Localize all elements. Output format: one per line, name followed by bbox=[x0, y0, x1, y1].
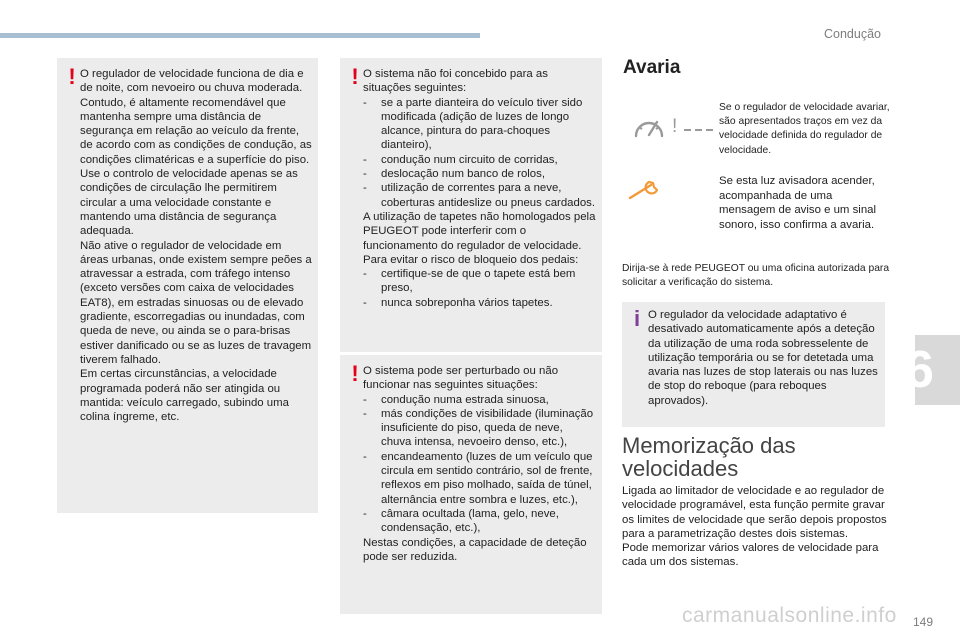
avaria-text-dashes: Se o regulador de velocidade avariar, são apresentados traços em vez da velocidade definida do regulador de velocidade. bbox=[719, 102, 890, 156]
avaria-text-warning-light: Se esta luz avisadora acender, acompanhada de uma mensagem de aviso e um sinal sonoro, isso confirma a avaria. bbox=[719, 175, 877, 231]
paragraph: Use o controlo de velocidade apenas se as condições de circulação lhe permitirem circular a uma velocidade constante e mantendo uma distância de segurança adequada. bbox=[80, 168, 298, 238]
dealer-instruction: Dirija-se à rede PEUGEOT ou uma oficina autorizada para solicitar a verificação do sistema. bbox=[622, 263, 890, 288]
warning-exclamation-icon: ! bbox=[68, 64, 76, 89]
paragraph: Nestas condições, a capacidade de deteção pode ser reduzida. bbox=[363, 536, 587, 563]
list-item: - condução numa estrada sinuosa, bbox=[363, 393, 549, 406]
info-text: O regulador da velocidade adaptativo é desativado automaticamente após a deteção da utilização de uma roda sobresselente de utilização temporária ou se for detetada uma avaria nas luzes de stop laterais ou nas luzes de stop do reboque (para reboques aprovados). bbox=[648, 309, 878, 407]
paragraph: Ligada ao limitador de velocidade e ao regulador de velocidade programável, esta função permite gravar os limites de velocidade que serão depois propostos para a parametrização destes dois sistemas. bbox=[622, 485, 887, 540]
warning-exclamation-icon: ! bbox=[351, 64, 359, 89]
warning-box-not-designed bbox=[340, 58, 602, 352]
paragraph: O sistema não foi concebido para as situações seguintes: bbox=[363, 68, 548, 95]
info-icon: i bbox=[633, 306, 641, 331]
section-heading-avaria: Avaria bbox=[623, 57, 681, 78]
exclamation-icon: ! bbox=[672, 116, 678, 137]
list-item: - condução num circuito de corridas, bbox=[363, 153, 558, 166]
list-item: - deslocação num banco de rolos, bbox=[363, 168, 546, 181]
list-item: - encandeamento (luzes de um veículo que circula em sentido contrário, sol de frente, reflexos em piso molhado, saída de túnel, alternância entre sombra e luzes, etc.), bbox=[363, 450, 593, 506]
warning-box-speed-regulator bbox=[57, 58, 318, 513]
wrench-warning-icon bbox=[627, 178, 667, 202]
warning-text bbox=[363, 364, 596, 564]
list-item: - nunca sobreponha vários tapetes. bbox=[363, 296, 553, 309]
paragraph: Em certas circunstâncias, a velocidade programada poderá não ser atingida ou mantida: veículo carregado, subindo uma colina íngreme, etc. bbox=[80, 368, 289, 424]
paragraph: Pode memorizar vários valores de velocidade para cada um dos sistemas. bbox=[622, 542, 879, 569]
paragraph: O sistema pode ser perturbado ou não funcionar nas seguintes situações: bbox=[363, 365, 559, 392]
paragraph: A utilização de tapetes não homologados pela PEUGEOT pode interferir com o funcionamento do regulador de velocidade. bbox=[363, 210, 596, 252]
warning-text bbox=[363, 67, 596, 310]
section-heading-memorization: Memorização das velocidades bbox=[622, 433, 796, 481]
speedometer-fault-icon bbox=[632, 110, 714, 144]
info-box-adaptive-regulator bbox=[622, 302, 885, 427]
paragraph: Contudo, é altamente recomendável que mantenha sempre uma distância de segurança em relação ao veículo da frente, de acordo com as condições de condução, as condições climatéricas e a superfície do piso. bbox=[80, 96, 312, 166]
chapter-number: 6 bbox=[905, 341, 934, 399]
paragraph: O regulador de velocidade funciona de dia e de noite, com nevoeiro ou chuva moderada. bbox=[80, 68, 304, 95]
page-number: 149 bbox=[913, 615, 934, 629]
warning-text bbox=[80, 67, 312, 424]
list-item: - câmara ocultada (lama, gelo, neve, condensação, etc.), bbox=[363, 507, 559, 535]
list-item: - se a parte dianteira do veículo tiver sido modificada (adição de luzes de longo alcance, pintura do para-choques dianteiro), bbox=[363, 96, 583, 152]
paragraph: Para evitar o risco de bloqueio dos pedais: bbox=[363, 253, 579, 266]
paragraph: Não ative o regulador de velocidade em áreas urbanas, onde existem sempre peões a atravessar a estrada, com tráfego intenso (exceto versões com caixa de velocidades EAT8), em estradas sinuosas ou de elevado gradiente, escorregadias ou inundadas, com queda de neve, ou ainda se o para-brisas estiver danificado ou se as luzes de travagem tiverem falhado. bbox=[80, 239, 312, 366]
memorization-text bbox=[622, 484, 890, 570]
list-item: - utilização de correntes para a neve, coberturas antideslize ou pneus cardados. bbox=[363, 182, 596, 209]
warning-box-disturbances bbox=[340, 355, 602, 614]
section-title: Condução bbox=[824, 27, 881, 41]
warning-exclamation-icon: ! bbox=[351, 361, 359, 386]
list-item: - más condições de visibilidade (iluminação insuficiente do piso, queda de neve, chuva intensa, nevoeiro denso, etc.), bbox=[363, 407, 594, 449]
watermark: carmanualsonline.info bbox=[682, 604, 897, 627]
header-bar bbox=[0, 33, 480, 38]
list-item: - certifique-se de que o tapete está bem preso, bbox=[363, 268, 576, 295]
